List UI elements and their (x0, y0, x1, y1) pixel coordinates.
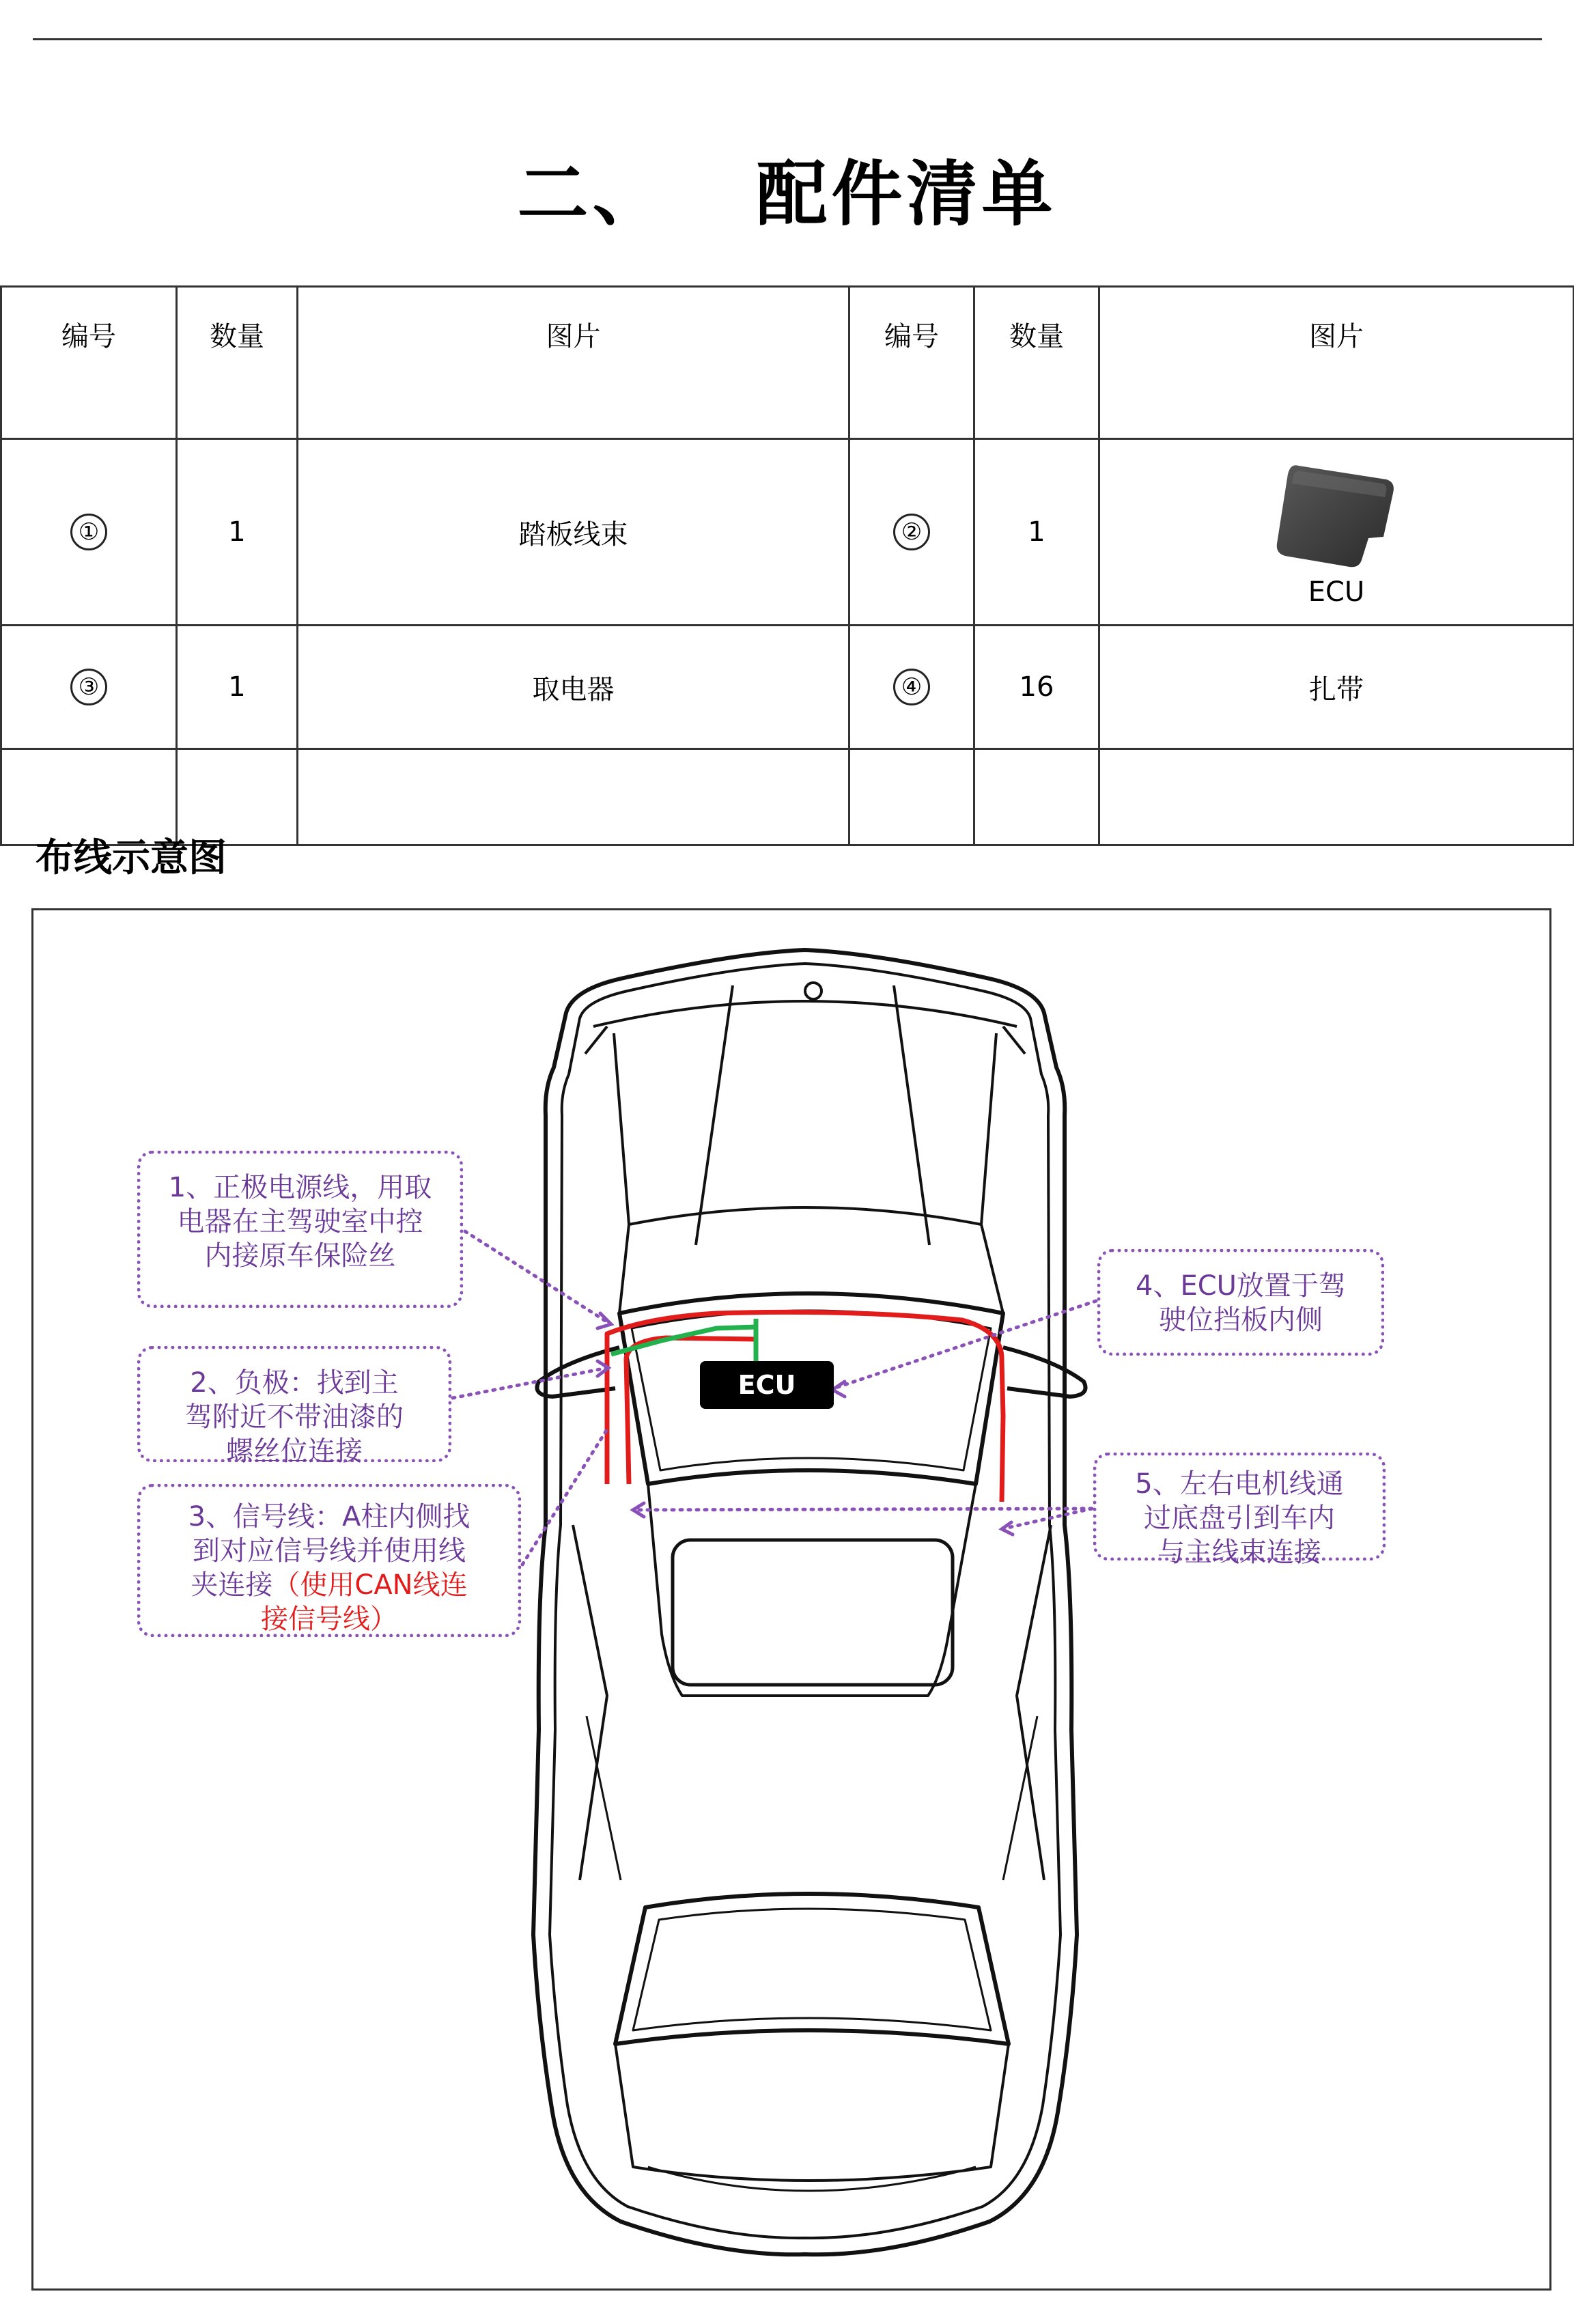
ecu-label: ECU (1308, 576, 1365, 608)
item-name: 踏板线束 (298, 439, 849, 626)
section-title-text: 配件清单 (756, 152, 1057, 236)
note-line: 2、负极：找到主 (190, 1367, 399, 1399)
section-title (0, 137, 1574, 239)
ecu-image-cell (1099, 439, 1574, 626)
empty-cell (1099, 749, 1574, 845)
item-number: ③ (1, 626, 177, 749)
note-line: 到对应信号线并使用线 (193, 1535, 466, 1567)
header-cell: 图片 (1099, 287, 1574, 439)
table-row (1, 439, 1574, 626)
header-cell: 数量 (974, 287, 1099, 439)
note-line: 3、信号线：A柱内侧找 (188, 1501, 470, 1532)
note-line: 驾附近不带油漆的 (185, 1401, 404, 1433)
item-quantity: 1 (177, 439, 298, 626)
table-row-empty (1, 749, 1574, 845)
note-signal-wire (137, 1484, 521, 1637)
note-negative-ground (137, 1346, 451, 1467)
note-line: 过底盘引到车内 (1144, 1502, 1335, 1534)
header-cell: 编号 (849, 287, 974, 439)
note-line: 5、左右电机线通 (1135, 1468, 1344, 1500)
note-line-text: 夹连接 (191, 1569, 273, 1601)
note-red-text: （使用CAN线连 (272, 1569, 468, 1601)
note-motor-wires (1093, 1453, 1386, 1568)
note-line: 电器在主驾驶室中控 (177, 1206, 423, 1237)
header-cell: 数量 (177, 287, 298, 439)
top-rule (33, 38, 1542, 40)
wiring-diagram (31, 908, 1551, 2291)
parts-table (0, 285, 1574, 846)
note-line: 与主线束连接 (1157, 1537, 1321, 1568)
header-cell: 编号 (1, 287, 177, 439)
item-name: 扎带 (1099, 626, 1574, 749)
ecu-device-image (1271, 456, 1401, 572)
note-line: 1、正极电源线，用取 (168, 1172, 432, 1203)
note-red-line: 接信号线） (261, 1604, 397, 1635)
table-header-row (1, 287, 1574, 439)
header-cell: 图片 (298, 287, 849, 439)
section-number: 二、 (517, 152, 668, 236)
diagram-title: 布线示意图 (36, 836, 227, 880)
note-line: 内接原车保险丝 (204, 1240, 396, 1272)
item-number: ② (849, 439, 974, 626)
item-number: ① (1, 439, 177, 626)
note-line: 螺丝位连接 (226, 1436, 363, 1467)
item-quantity: 1 (177, 626, 298, 749)
item-number: ④ (849, 626, 974, 749)
note-line (141, 1568, 518, 1602)
empty-cell (298, 749, 849, 845)
item-name: 取电器 (298, 626, 849, 749)
note-positive-power (137, 1151, 463, 1308)
ecu-box: ECU (700, 1361, 834, 1409)
note-line: 4、ECU放置于驾 (1136, 1270, 1346, 1302)
table-row (1, 626, 1574, 749)
item-quantity: 1 (974, 439, 1099, 626)
note-line: 驶位挡板内侧 (1159, 1304, 1323, 1336)
empty-cell (974, 749, 1099, 845)
note-ecu-placement (1097, 1249, 1384, 1356)
item-quantity: 16 (974, 626, 1099, 749)
empty-cell (849, 749, 974, 845)
